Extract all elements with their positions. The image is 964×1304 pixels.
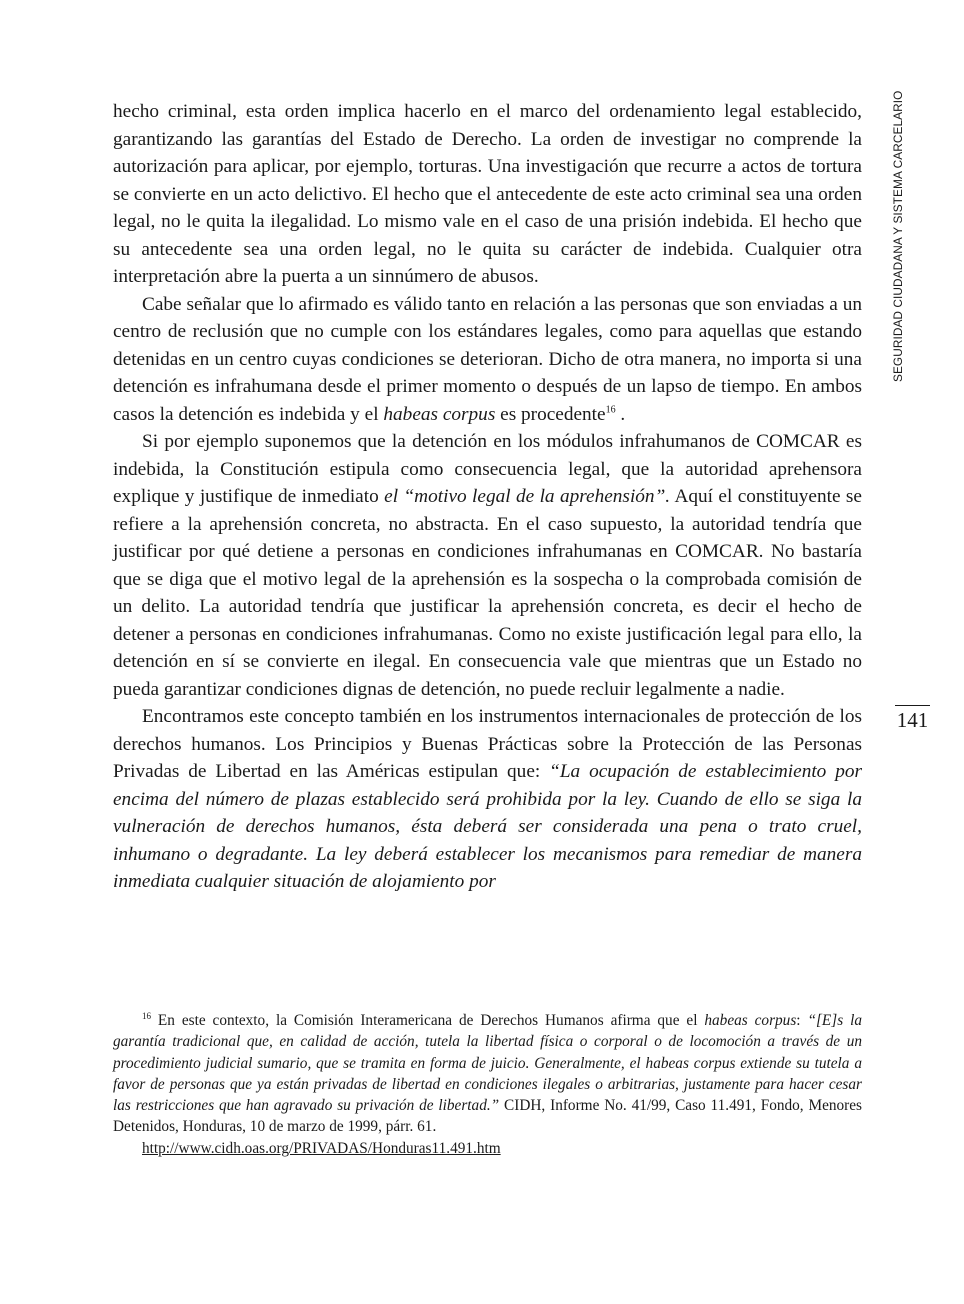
page-number-rule	[895, 705, 930, 706]
paragraph-2	[113, 291, 862, 429]
paragraph-3	[113, 428, 862, 703]
paragraph-1	[113, 98, 862, 291]
running-header: SEGURIDAD CIUDADANA Y SISTEMA CARCELARIO	[891, 90, 905, 382]
footnote-url-link[interactable]: http://www.cidh.oas.org/PRIVADAS/Honduras11.491.htm	[142, 1139, 501, 1157]
footnote-marker: 16	[142, 1010, 151, 1021]
footnote-term: habeas corpus	[704, 1012, 797, 1029]
footnotes	[113, 1010, 862, 1159]
body-text	[113, 98, 862, 896]
page-number: 141	[896, 708, 929, 732]
paragraph-3-quote: el “motivo legal de la aprehensión”.	[384, 486, 671, 507]
footnote-reference[interactable]: 16	[605, 404, 616, 416]
paragraph-2-text-end: es procedente	[495, 403, 606, 425]
paragraph-4-quote: “La ocupación de establecimiento por encima del número de plazas establecido será prohibida por la ley. Cuando de ello se siga la vulneración de derechos humanos, ésta deberá ser considerada una pena o trato cruel, inhumano o degradante. La ley deberá establecer los mecanismos para remediar de manera inmediata cualquier situación de alojamiento por	[113, 761, 862, 892]
footnote-quote: “[E]s la garantía tradicional que, en calidad de acción, tutela la libertad física o corporal o de locomoción a través de un procedimiento judicial sumario, que se tramita en forma de juicio. Generalmente, el habeas corpus extiende su tutela a favor de personas que ya están privadas de libertad en condiciones ilegales o arbitrarias, justamente para hacer cesar las restricciones que han agravado su privación de libertad.”	[113, 1012, 862, 1115]
habeas-corpus-term: habeas corpus	[383, 403, 496, 425]
paragraph-4	[113, 703, 862, 896]
paragraph-1-text: hecho criminal, esta orden implica hacerlo en el marco del ordenamiento legal establecido, garantizando las garantías del Estado de Derecho. La orden de investigar no comprende la autorización para aplicar, por ejemplo, torturas. Una investigación que recurre a actos de tortura se convierte en un acto delictivo. El hecho que el antecedente de este acto criminal sea una orden legal, no le quita la ilegalidad. Lo mismo vale en el caso de una prisión indebida. El hecho que su antecedente sea una orden legal, no le quita su carácter de indebida. Cualquier otra interpretación abre la puerta a un sinnúmero de abusos.	[113, 101, 862, 287]
footnote-citation: CIDH, Informe No. 41/99, Caso 11.491, Fondo, Menores Detenidos, Honduras, 10 de marzo de 1999, párr. 61.	[113, 1097, 862, 1136]
paragraph-4-text: Encontramos este concepto también en los instrumentos internacionales de protección de los derechos humanos. Los Principios y Buenas Prácticas sobre la Protección de las Personas Privadas de Libertad en las Américas estipulan que:	[113, 706, 862, 782]
paragraph-2-text: Cabe señalar que lo afirmado es válido tanto en relación a las personas que son enviadas a un centro de reclusión que no cumple con los estándares legales, como para aquellas que estando detenidas en un centro cuyas condiciones se deterioran. Dicho de otra manera, no importa si una detención es infrahumana desde el primer momento o después de un lapso de tiempo. En ambos casos la detención es indebida y el	[113, 293, 862, 425]
paragraph-3-text-end: Aquí el constituyente se refiere a la aprehensión concreta, no abstracta. En el caso supuesto, la autoridad tendría que justificar por qué detiene a personas en condiciones infrahumanas en COMCAR. No bastaría que se diga que el motivo legal de la aprehensión es la sospecha o la comprobada comisión de un delito. La autoridad tendría que justificar la aprehensión concreta, es decir el hecho de detener a personas en condiciones infrahumanas. Como no existe justificación legal para ello, la detención en sí se convierte en ilegal. En consecuencia vale que mientras que un Estado no pueda garantizar condiciones dignas de detención, no puede recluir legalmente a nadie.	[113, 486, 862, 700]
paragraph-2-period: .	[615, 403, 626, 425]
footnote-text: En este contexto, la Comisión Interamericana de Derechos Humanos afirma que el	[151, 1012, 705, 1029]
footnote-colon: :	[796, 1012, 808, 1029]
paragraph-3-text: Si por ejemplo suponemos que la detención en los módulos infrahumanos de COMCAR es indebida, la Constitución estipula como consecuencia legal, que la autoridad aprehensora explique y justifique de inmediato	[113, 431, 862, 507]
footnote-16	[113, 1010, 862, 1138]
